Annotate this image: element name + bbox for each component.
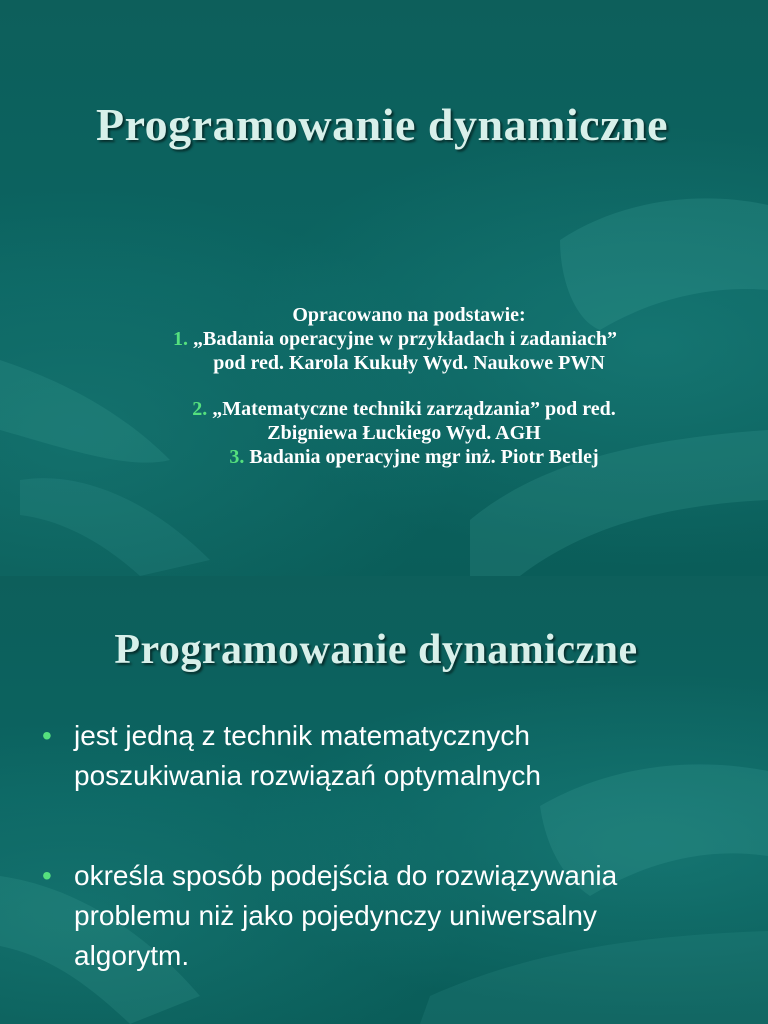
source-item-1 <box>0 327 768 375</box>
bullet-text-continued: problemu niż jako pojedynczy uniwersalny <box>74 900 597 931</box>
slide-2 <box>0 576 768 1024</box>
source-text-continued: Zbigniewa Łuckiego Wyd. AGH <box>267 422 541 444</box>
bullet-text: określa sposób podejścia do rozwiązywania <box>74 860 618 891</box>
bullet-item-1 <box>42 716 722 796</box>
bullet-text-continued: poszukiwania rozwiązań optymalnych <box>74 760 541 791</box>
source-number: 1. <box>173 328 189 350</box>
bullet-item-2 <box>42 856 722 976</box>
slide-1-title: Programowanie dynamiczne <box>95 99 669 150</box>
bullet-dot-icon: • <box>42 860 52 891</box>
source-item-2 <box>0 397 768 445</box>
sources-heading: Opracowano na podstawie: <box>292 304 526 326</box>
sources-section <box>0 303 768 469</box>
source-item-3 <box>0 445 768 469</box>
bullet-text: jest jedną z technik matematycznych <box>74 720 530 751</box>
source-text: Badania operacyjne mgr inż. Piotr Betlej <box>249 446 599 468</box>
bullet-list <box>42 716 722 1024</box>
source-number: 3. <box>229 446 245 468</box>
slide-2-title: Programowanie dynamiczne <box>114 627 638 673</box>
source-text: „Badania operacyjne w przykładach i zadaniach” <box>193 328 617 350</box>
source-text: „Matematyczne techniki zarządzania” pod red. <box>212 398 616 420</box>
bullet-dot-icon: • <box>42 720 52 751</box>
bullet-text-continued: algorytm. <box>74 940 190 971</box>
source-text-continued: pod red. Karola Kukuły Wyd. Naukowe PWN <box>213 352 605 374</box>
source-number: 2. <box>192 398 208 420</box>
